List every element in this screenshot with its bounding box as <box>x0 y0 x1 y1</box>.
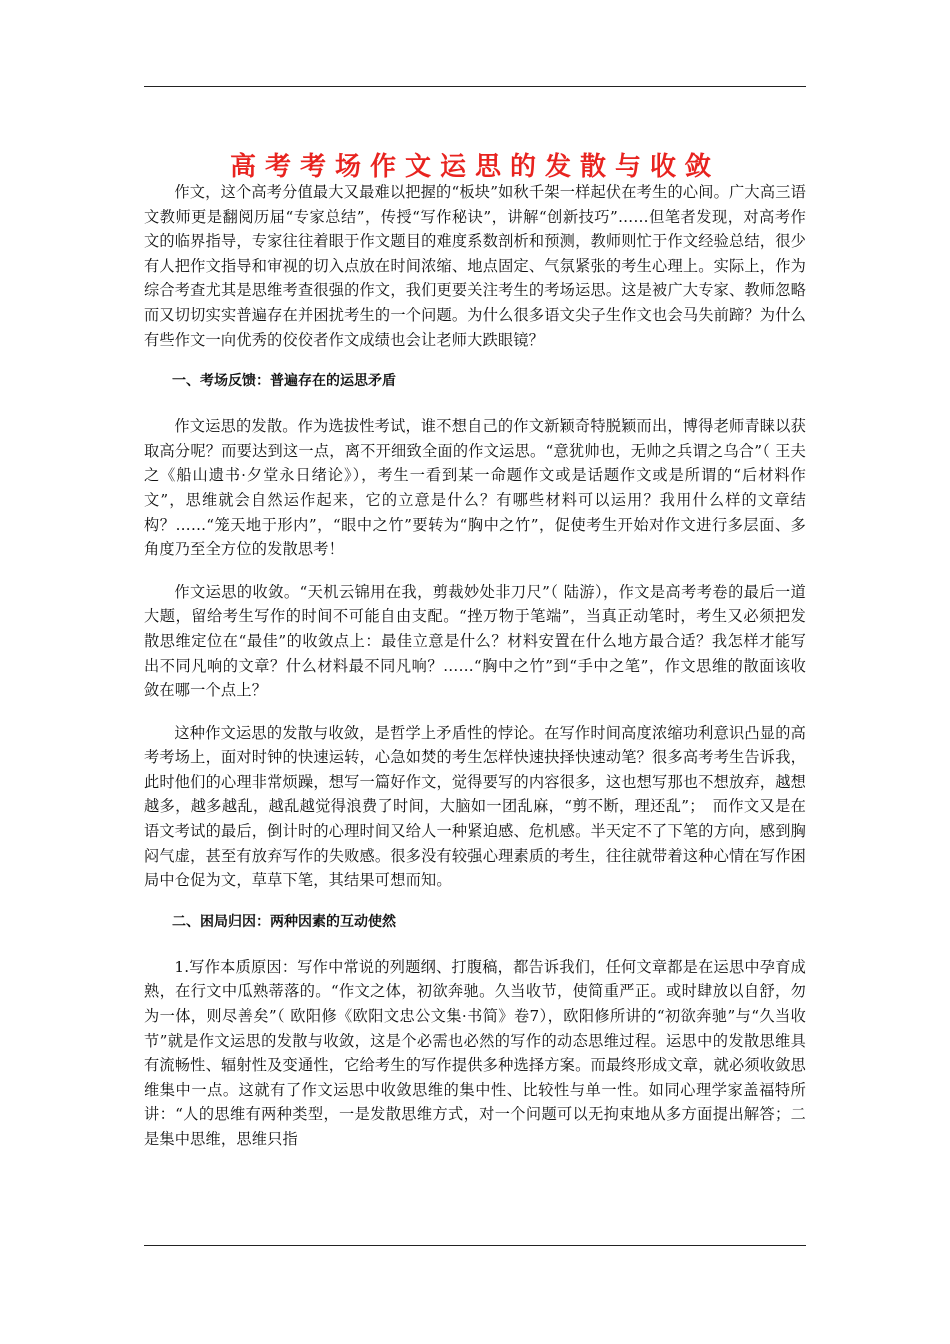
document-body <box>144 180 806 1170</box>
body-paragraph: 1.写作本质原因：写作中常说的列题纲、打腹稿，都告诉我们，任何文章都是在运思中孕育成熟，在行文中瓜熟蒂落的。“作文之体，初欲奔驰。久当收节，使简重严正。或时肆放以自舒，勿为一体，则尽善矣”（ 欧阳修《欧阳文忠公文集·书简》卷7），欧阳修所讲的“初欲奔驰”与“久当收节”就是作文运思的发散与收敛，这是个必需也必然的写作的动态思维过程。运思中的发散思维具有流畅性、辐射性及变通性，它给考生的写作提供多种选择方案。而最终形成文章，就必须收敛思维集中一点。这就有了作文运思中收敛思维的集中性、比较性与单一性。如同心理学家盖福特所讲：“人的思维有两种类型，一是发散思维方式，对一个问题可以无拘束地从多方面提出解答；二是集中思维，思维只指 <box>144 957 806 1148</box>
section-heading-2: 二、困局归因：两种因素的互动使然 <box>172 913 396 930</box>
section-heading-1: 一、考场反馈：普遍存在的运思矛盾 <box>172 373 396 390</box>
header-rule <box>144 86 806 87</box>
footer-rule <box>144 1245 806 1246</box>
body-paragraph: 作文运思的发散。作为选拔性考试，谁不想自己的作文新颖奇特脱颖而出，博得老师青睐以获取高分呢？而要达到这一点，离不开细致全面的作文运思。“意犹帅也，无帅之兵谓之乌合”（ 王夫之《船山遗书·夕堂永日绪论》），考生一看到某一命题作文或是话题作文或是所谓的“后材料作文”，思维就会自然运作起来，它的立意是什么？有哪些材料可以运用？我用什么样的文章结构？……“笼天地于形内”，“眼中之竹”要转为“胸中之竹”，促使考生开始对作文进行多层面、多角度乃至全方位的发散思考！ <box>144 417 806 559</box>
body-paragraph: 这种作文运思的发散与收敛，是哲学上矛盾性的悖论。在写作时间高度浓缩功利意识凸显的高考考场上，面对时钟的快速运转，心急如焚的考生怎样快速抉择快速动笔？很多高考考生告诉我，此时他们的心理非常烦躁，想写一篇好作文，觉得要写的内容很多，这也想写那也不想放弃，越想越多，越多越乱，越乱越觉得浪费了时间，大脑如一团乱麻，“剪不断，理还乱”； 而作文又是在语文考试的最后，倒计时的心理时间又给人一种紧迫感、危机感。半天定不了下笔的方向，感到胸闷气虚，甚至有放弃写作的失败感。很多没有较强心理素质的考生，往往就带着这种心情在写作困局中仓促为文，草草下笔，其结果可想而知。 <box>144 723 806 890</box>
body-paragraph: 作文运思的收敛。“天机云锦用在我，剪裁妙处非刀尺”（ 陆游），作文是高考考卷的最后一道大题，留给考生写作的时间不可能自由支配。“挫万物于笔端”，当真正动笔时，考生又必须把发散思维定位在“最佳”的收敛点上：最佳立意是什么？材料安置在什么地方最合适？我怎样才能写出不同凡响的文章？什么材料最不同凡响？……“胸中之竹”到“手中之笔”，作文思维的散面该收敛在哪一个点上？ <box>144 582 806 700</box>
page-title: 高考考场作文运思的发散与收敛 <box>229 152 720 183</box>
intro-paragraph: 作文，这个高考分值最大又最难以把握的“板块”如秋千架一样起伏在考生的心间。广大高三语文教师更是翻阅历届“专家总结”，传授“写作秘诀”，讲解“创新技巧”……但笔者发现，对高考作文的临界指导，专家往往着眼于作文题目的难度系数剖析和预测，教师则忙于作文经验总结，很少有人把作文指导和审视的切入点放在时间浓缩、地点固定、气氛紧张的考生心理上。实际上，作为综合考查尤其是思维考查很强的作文，我们更要关注考生的考场运思。这是被广大专家、教师忽略而又切切实实普遍存在并困扰考生的一个问题。为什么很多语文尖子生作文也会马失前蹄？为什么有些作文一向优秀的佼佼者作文成绩也会让老师大跌眼镜？ <box>144 183 806 349</box>
